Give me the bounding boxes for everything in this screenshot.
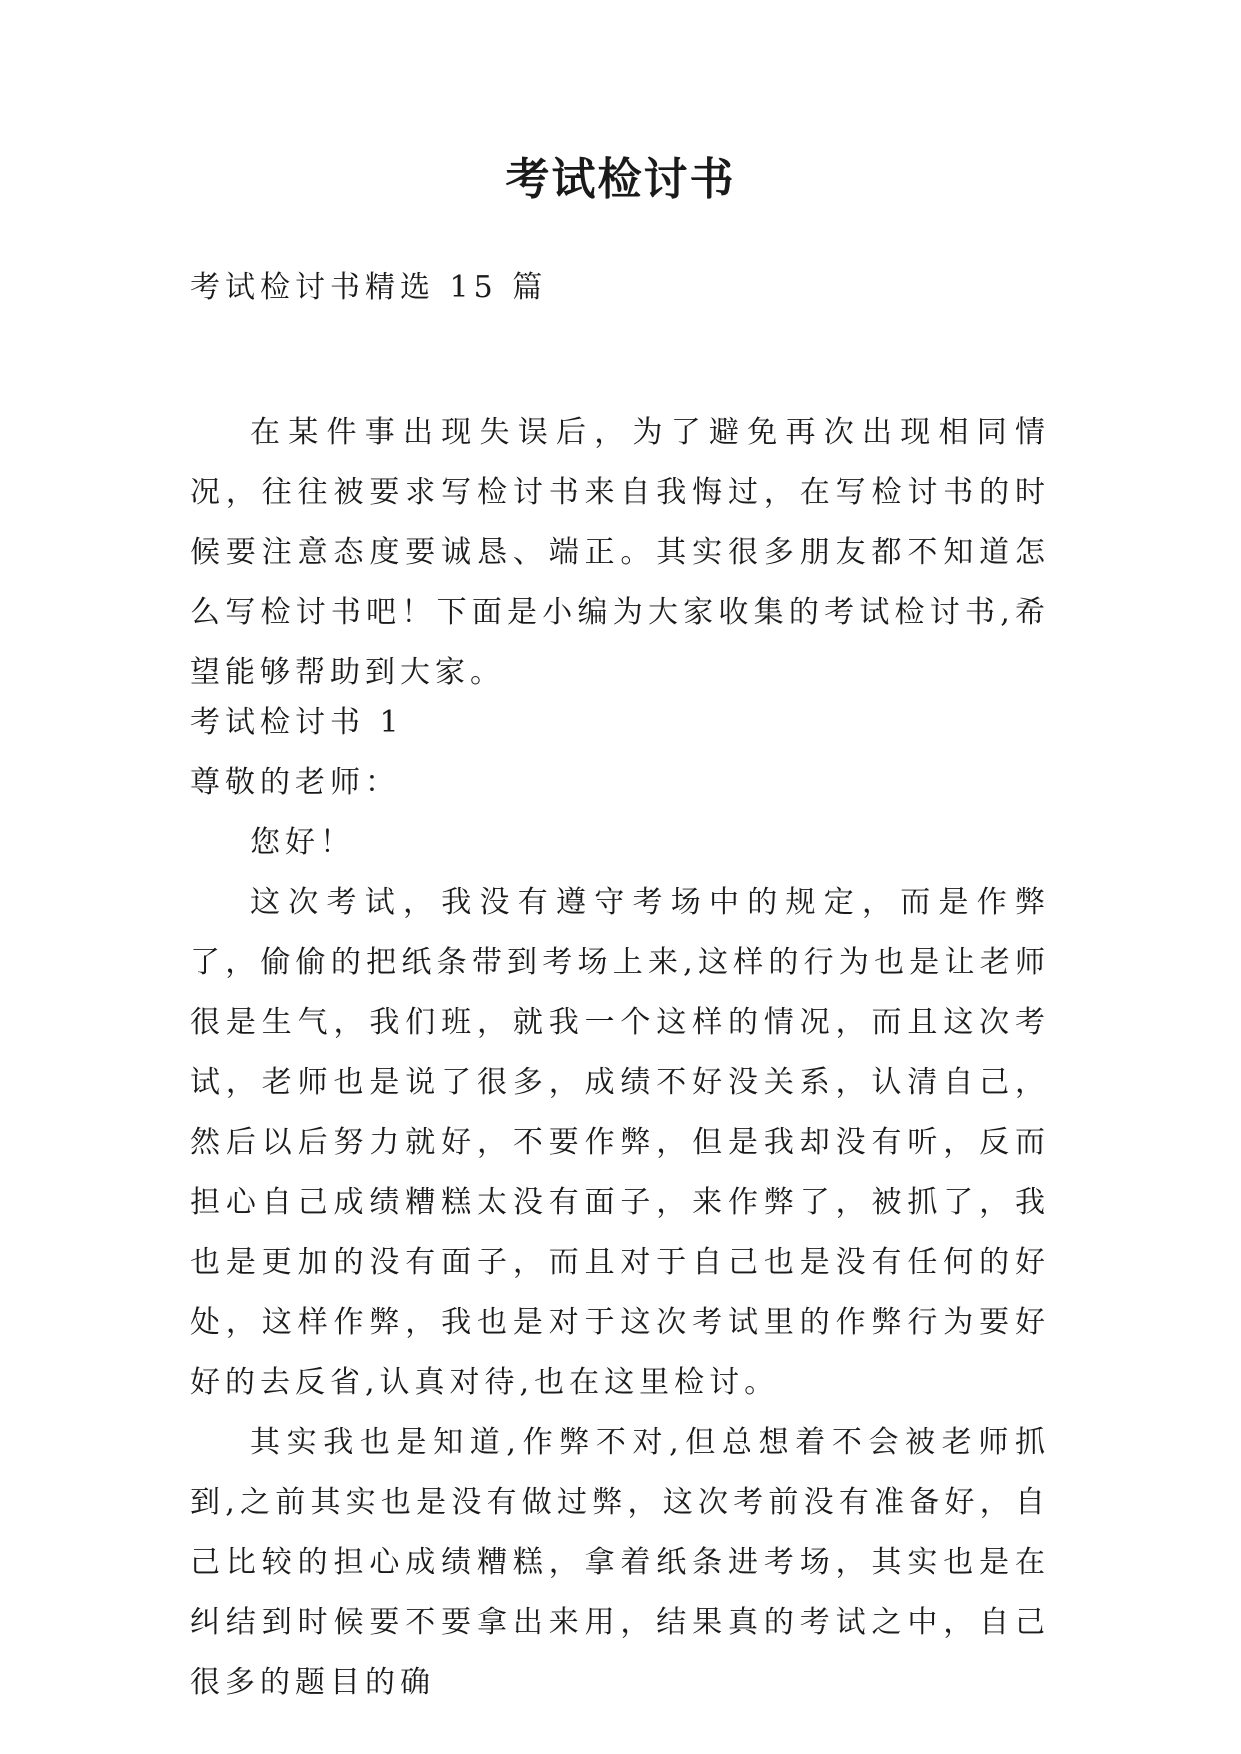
letter-paragraph: 这次考试，我没有遵守考场中的规定，而是作弊了，偷偷的把纸条带到考场上来,这样的行为也是让老师很是生气，我们班，就我一个这样的情况，而且这次考试，老师也是说了很多，成绩不好没关系，认清自己，然后以后努力就好，不要作弊，但是我却没有听，反而担心自己成绩糟糕太没有面子，来作弊了，被抓了，我也是更加的没有面子，而且对于自己也是没有任何的好处，这样作弊，我也是对于这次考试里的作弊行为要好好的去反省,认真对待,也在这里检讨。 xyxy=(190,885,1050,1400)
letter-section xyxy=(190,693,1050,1713)
letter-greeting: 您好！ xyxy=(250,825,355,860)
letter-salutation: 尊敬的老师： xyxy=(190,765,400,800)
document-subtitle: 考试检讨书精选 15 篇 xyxy=(190,270,548,305)
letter-paragraph: 其实我也是知道,作弊不对,但总想着不会被老师抓到,之前其实也是没有做过弊，这次考前没有准备好，自己比较的担心成绩糟糕，拿着纸条进考场，其实也是在纠结到时候要不要拿出来用，结果真的考试之中，自己很多的题目的确 xyxy=(190,1425,1050,1700)
document-title: 考试检讨书 xyxy=(505,154,736,205)
intro-paragraph: 在某件事出现失误后，为了避免再次出现相同情况，往往被要求写检讨书来自我悔过，在写检讨书的时候要注意态度要诚恳、端正。其实很多朋友都不知道怎么写检讨书吧！下面是小编为大家收集的考试检讨书,希望能够帮助到大家。 xyxy=(190,415,1050,690)
section-heading: 考试检讨书 1 xyxy=(190,705,404,740)
